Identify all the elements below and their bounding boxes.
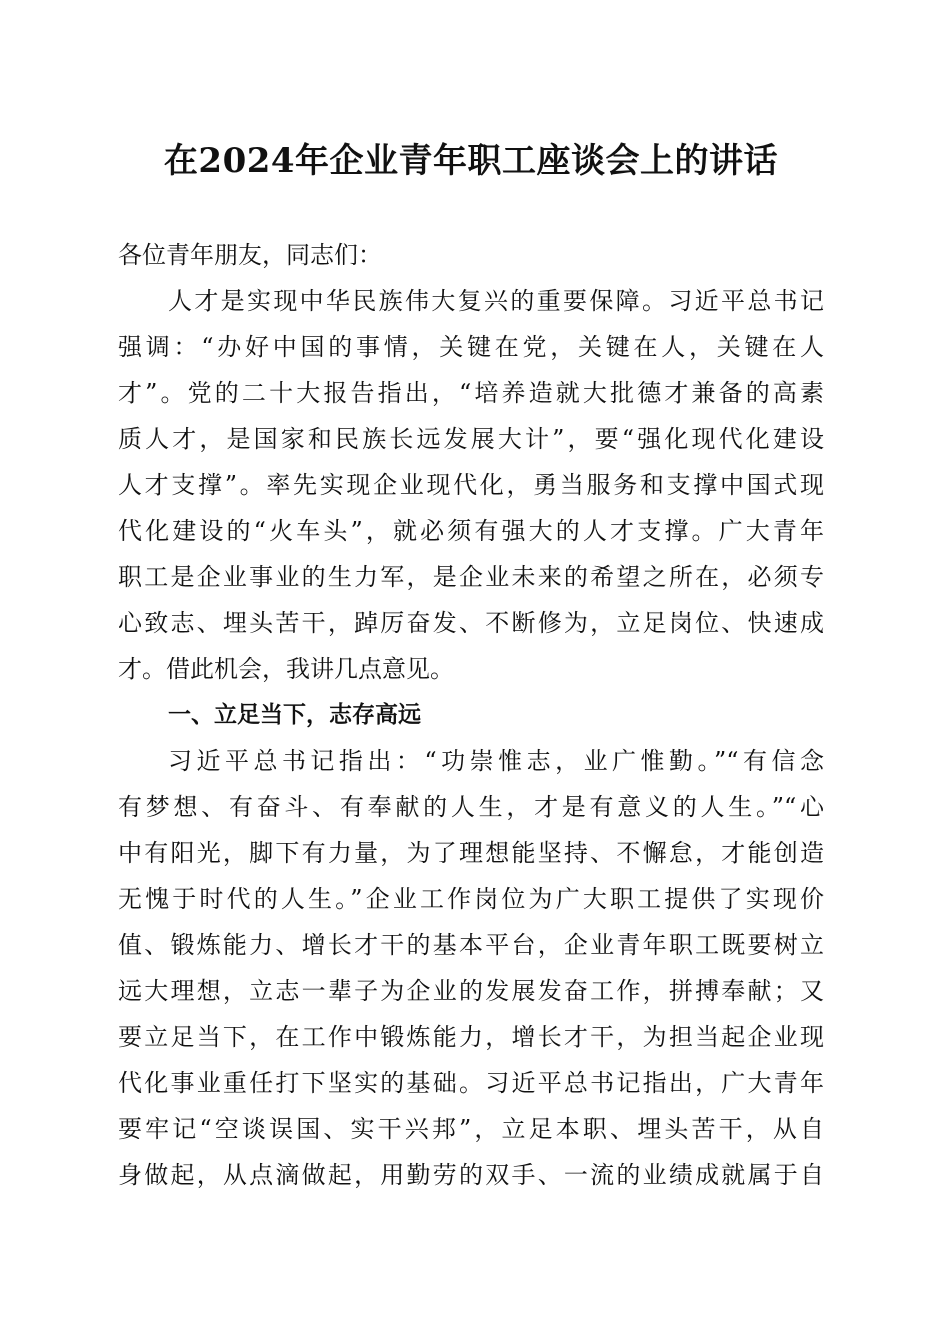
paragraph-line: 要牢记“空谈误国、实干兴邦”，立足本职、埋头苦干，从自 — [118, 1115, 824, 1143]
salutation: 各位青年朋友，同志们： — [118, 241, 382, 269]
paragraph-line: 值、锻炼能力、增长才干的基本平台，企业青年职工既要树立 — [118, 931, 824, 959]
paragraph-line: 质人才，是国家和民族长远发展大计”，要“强化现代化建设 — [118, 425, 824, 453]
paragraph-line: 代化建设的“火车头”，就必须有强大的人才支撑。广大青年 — [118, 517, 824, 545]
paragraph-line: 才。借此机会，我讲几点意见。 — [118, 655, 454, 683]
paragraph-line: 人才是实现中华民族伟大复兴的重要保障。习近平总书记 — [168, 287, 824, 315]
paragraph-line: 习近平总书记指出：“功崇惟志，业广惟勤。”“有信念 — [168, 747, 824, 775]
paragraph-line: 身做起，从点滴做起，用勤劳的双手、一流的业绩成就属于自 — [118, 1161, 824, 1189]
paragraph-line: 代化事业重任打下坚实的基础。习近平总书记指出，广大青年 — [118, 1069, 824, 1097]
paragraph-2 — [118, 738, 824, 1198]
paragraph-line: 中有阳光，脚下有力量，为了理想能坚持、不懈怠，才能创造 — [118, 839, 824, 867]
document-body — [118, 232, 824, 1198]
paragraph-line: 职工是企业事业的生力军，是企业未来的希望之所在，必须专 — [118, 563, 824, 591]
paragraph-line: 有梦想、有奋斗、有奉献的人生，才是有意义的人生。”“心 — [118, 793, 824, 821]
paragraph-line: 强调：“办好中国的事情，关键在党，关键在人，关键在人 — [118, 333, 824, 361]
section-heading: 一、立足当下，志存高远 — [168, 702, 421, 728]
paragraph-line: 人才支撑”。率先实现企业现代化，勇当服务和支撑中国式现 — [118, 471, 824, 499]
paragraph-line: 心致志、埋头苦干，踔厉奋发、不断修为，立足岗位、快速成 — [118, 609, 824, 637]
paragraph-1 — [118, 278, 824, 692]
paragraph-line: 无愧于时代的人生。”企业工作岗位为广大职工提供了实现价 — [118, 885, 824, 913]
paragraph-line: 远大理想，立志一辈子为企业的发展发奋工作，拼搏奉献；又 — [118, 977, 824, 1005]
paragraph-line: 要立足当下，在工作中锻炼能力，增长才干，为担当起企业现 — [118, 1023, 824, 1051]
paragraph-line: 才”。党的二十大报告指出，“培养造就大批德才兼备的高素 — [118, 379, 824, 407]
document-title: 在2024年企业青年职工座谈会上的讲话 — [163, 141, 779, 181]
